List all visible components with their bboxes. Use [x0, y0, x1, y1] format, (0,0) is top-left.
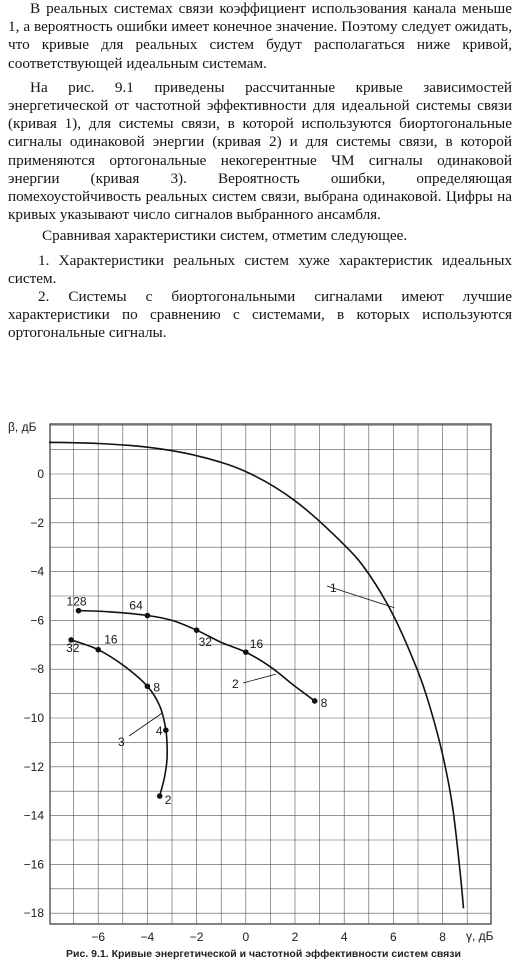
curve-2-identifier: 2	[232, 677, 239, 691]
y-tick-label: 0	[37, 467, 44, 481]
curve-3-point	[95, 647, 101, 653]
x-axis-label: γ, дБ	[466, 929, 494, 943]
x-tick-label: −6	[91, 930, 106, 944]
paragraph-3: Сравнивая характеристики систем, отметим следующее.	[42, 227, 408, 245]
x-tick-label: −2	[189, 930, 204, 944]
list-item-2: 2. Системы с биортогональными сигналами имеют лучшие характеристики по сравнению с системами, в которых используются ортогональные сигналы.	[8, 288, 512, 342]
curve-3-point	[157, 793, 163, 799]
x-tick-label: 2	[291, 930, 299, 944]
figure-caption: Рис. 9.1. Кривые энергетической и частотной эффективности систем связи	[66, 948, 461, 960]
curve-2-point-label: 16	[249, 637, 264, 652]
curve-1-identifier: 1	[330, 581, 337, 595]
curve-2-point	[312, 698, 318, 704]
curve-3-point	[145, 683, 151, 689]
curve-3-point-label: 32	[66, 640, 80, 655]
y-tick-label: −12	[23, 759, 44, 774]
x-tick-label: 6	[390, 930, 397, 944]
x-tick-label: −4	[140, 930, 155, 944]
curve-2-point	[194, 627, 200, 633]
curve-3-point-label: 8	[153, 680, 161, 695]
curve-2-point-label: 128	[66, 594, 87, 609]
curve-3-point-label: 16	[104, 632, 118, 647]
curve-2-point-label: 64	[129, 598, 143, 613]
paragraph-1: В реальных системах связи коэффициент использования канала меньше 1, а вероятность ошибки имеет конечное значение. Поэтому следует ожидать, что кривые для реальных систем будут располагаться ниже кривой, соответствующей идеальным системам.	[8, 0, 512, 72]
y-tick-label: −4	[30, 564, 44, 579]
y-tick-label: −2	[30, 515, 44, 530]
x-tick-label: 4	[340, 930, 348, 944]
curve-2-point-label: 8	[320, 695, 328, 710]
curve-1	[49, 442, 464, 908]
y-tick-label: −6	[30, 613, 44, 628]
curve-3-point-label: 4	[155, 724, 163, 739]
y-tick-label: −16	[23, 857, 44, 872]
curve-3-point-label: 2	[164, 793, 172, 808]
curve-2-point	[145, 613, 151, 619]
curve-3-identifier: 3	[118, 735, 125, 749]
curve-2-point-label: 32	[198, 635, 212, 650]
list-item-1: 1. Характеристики реальных систем хуже характеристик идеальных систем.	[8, 251, 512, 287]
y-axis-label: β, дБ	[8, 420, 37, 434]
y-tick-label: −14	[23, 808, 44, 823]
y-tick-label: −8	[30, 662, 44, 677]
curve-2-leader	[243, 674, 276, 683]
y-tick-label: −10	[23, 711, 44, 725]
curve-3-point	[163, 727, 169, 733]
x-tick-label: 8	[439, 930, 446, 944]
x-tick-label: 0	[242, 930, 250, 944]
curve-2-point	[76, 608, 82, 614]
curve-2-point	[243, 649, 249, 655]
y-tick-label: −18	[23, 906, 44, 921]
paragraph-2: На рис. 9.1 приведены рассчитанные кривые зависимостей энергетической от частотной эффективности для идеальной системы связи (кривая 1), для системы связи, в которой используются биортогональные сигналы одинаковой энергии (кривая 2) и для системы связи, в которой применяются ортогональные некогерентные ЧМ сигналы одинаковой энергии (кривая 3). Вероятность ошибки, определяющая помехоустойчивость реальных систем связи, выбрана одинаковой. Цифры на кривых указывают число сигналов выбранного ансамбля.	[8, 78, 512, 224]
